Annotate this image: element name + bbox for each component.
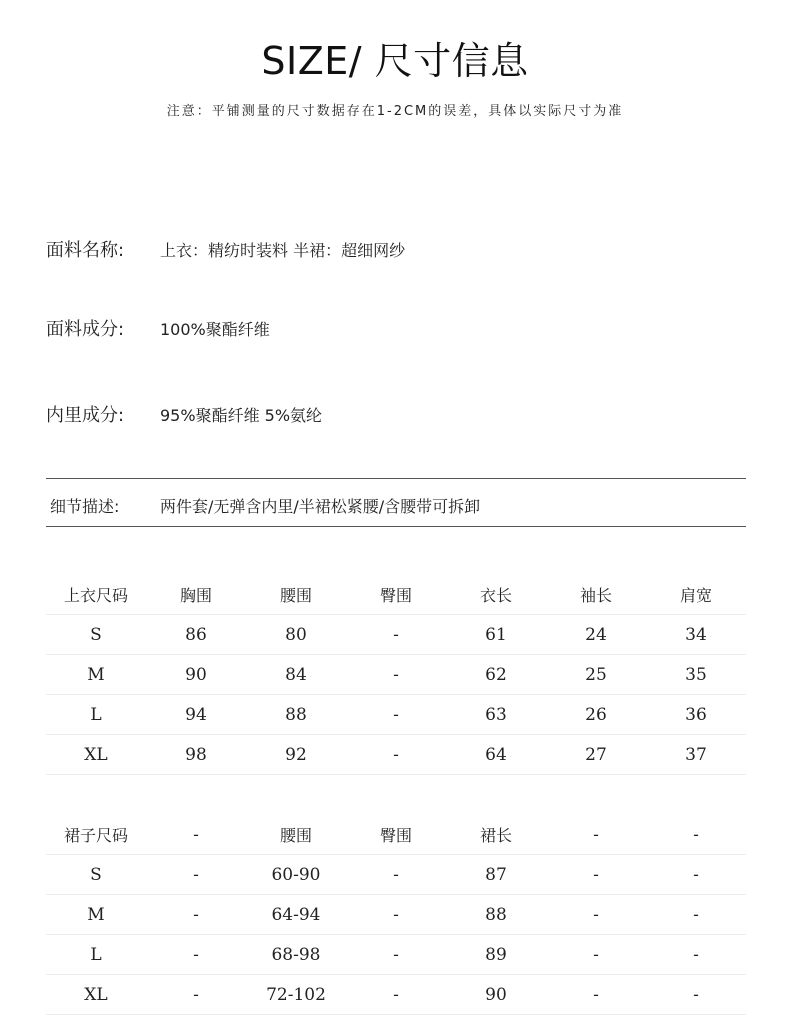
measurement-note: 注意：平铺测量的尺寸数据存在1-2CM的误差，具体以实际尺寸为准	[166, 104, 624, 119]
size-cell: S	[46, 615, 146, 655]
column-header: 裙长	[446, 815, 546, 855]
measurement-cell: 60-90	[246, 855, 346, 895]
measurement-cell: 87	[446, 855, 546, 895]
measurement-cell: -	[346, 735, 446, 775]
divider-bottom	[46, 526, 746, 527]
size-cell: M	[46, 895, 146, 935]
size-cell: L	[46, 935, 146, 975]
top-size-table	[46, 575, 746, 775]
skirt-size-table	[46, 815, 746, 1015]
measurement-cell: -	[146, 895, 246, 935]
measurement-cell: 61	[446, 615, 546, 655]
measurement-cell: -	[346, 655, 446, 695]
measurement-cell: 24	[546, 615, 646, 655]
size-cell: S	[46, 855, 146, 895]
measurement-cell: 84	[246, 655, 346, 695]
column-header: 衣长	[446, 575, 546, 615]
measurement-cell: 34	[646, 615, 746, 655]
column-header: 臀围	[346, 575, 446, 615]
measurement-cell: 89	[446, 935, 546, 975]
table-row	[46, 615, 746, 655]
measurement-cell: 90	[446, 975, 546, 1015]
table-row	[46, 895, 746, 935]
column-header: -	[546, 815, 646, 855]
measurement-cell: 94	[146, 695, 246, 735]
column-header: 臀围	[346, 815, 446, 855]
fabric-name-value: 上衣：精纺时装料 半裙：超细网纱	[160, 241, 406, 260]
measurement-cell: -	[546, 935, 646, 975]
table-row	[46, 655, 746, 695]
measurement-cell: -	[646, 895, 746, 935]
measurement-cell: 37	[646, 735, 746, 775]
lining-composition-value: 95%聚酯纤维 5%氨纶	[160, 406, 323, 425]
measurement-cell: 80	[246, 615, 346, 655]
size-cell: L	[46, 695, 146, 735]
measurement-cell: -	[346, 895, 446, 935]
measurement-cell: 86	[146, 615, 246, 655]
measurement-cell: -	[146, 935, 246, 975]
column-header: 胸围	[146, 575, 246, 615]
measurement-cell: 98	[146, 735, 246, 775]
column-header: 袖长	[546, 575, 646, 615]
column-header: 上衣尺码	[46, 575, 146, 615]
measurement-cell: -	[546, 975, 646, 1015]
column-header: -	[646, 815, 746, 855]
measurement-cell: 92	[246, 735, 346, 775]
table-row	[46, 695, 746, 735]
measurement-cell: -	[546, 855, 646, 895]
table-row	[46, 855, 746, 895]
measurement-cell: 90	[146, 655, 246, 695]
measurement-cell: -	[146, 975, 246, 1015]
detail-label: 细节描述:	[50, 497, 120, 516]
measurement-cell: -	[646, 935, 746, 975]
measurement-cell: -	[646, 855, 746, 895]
table-header-row	[46, 815, 746, 855]
column-header: 腰围	[246, 815, 346, 855]
table-header-row	[46, 575, 746, 615]
measurement-cell: 72-102	[246, 975, 346, 1015]
divider-top	[46, 478, 746, 479]
measurement-cell: 26	[546, 695, 646, 735]
fabric-name-label: 面料名称:	[46, 240, 125, 261]
measurement-cell: 27	[546, 735, 646, 775]
measurement-cell: -	[346, 855, 446, 895]
column-header: 肩宽	[646, 575, 746, 615]
measurement-cell: 64	[446, 735, 546, 775]
measurement-cell: 88	[446, 895, 546, 935]
measurement-cell: 88	[246, 695, 346, 735]
column-header: 腰围	[246, 575, 346, 615]
measurement-cell: 25	[546, 655, 646, 695]
measurement-cell: 36	[646, 695, 746, 735]
measurement-cell: -	[646, 975, 746, 1015]
measurement-cell: 62	[446, 655, 546, 695]
page-title: SIZE/ 尺寸信息	[261, 39, 529, 83]
size-cell: M	[46, 655, 146, 695]
fabric-composition-value: 100%聚酯纤维	[160, 320, 270, 339]
size-cell: XL	[46, 975, 146, 1015]
table-row	[46, 975, 746, 1015]
measurement-cell: -	[346, 935, 446, 975]
fabric-composition-label: 面料成分:	[46, 319, 125, 340]
column-header: -	[146, 815, 246, 855]
measurement-cell: -	[346, 975, 446, 1015]
column-header: 裙子尺码	[46, 815, 146, 855]
measurement-cell: 63	[446, 695, 546, 735]
lining-composition-label: 内里成分:	[46, 405, 125, 426]
measurement-cell: -	[346, 695, 446, 735]
measurement-cell: -	[146, 855, 246, 895]
size-cell: XL	[46, 735, 146, 775]
measurement-cell: 68-98	[246, 935, 346, 975]
measurement-cell: 35	[646, 655, 746, 695]
detail-value: 两件套/无弹含内里/半裙松紧腰/含腰带可拆卸	[160, 497, 481, 516]
measurement-cell: -	[546, 895, 646, 935]
measurement-cell: -	[346, 615, 446, 655]
measurement-cell: 64-94	[246, 895, 346, 935]
table-row	[46, 935, 746, 975]
table-row	[46, 735, 746, 775]
